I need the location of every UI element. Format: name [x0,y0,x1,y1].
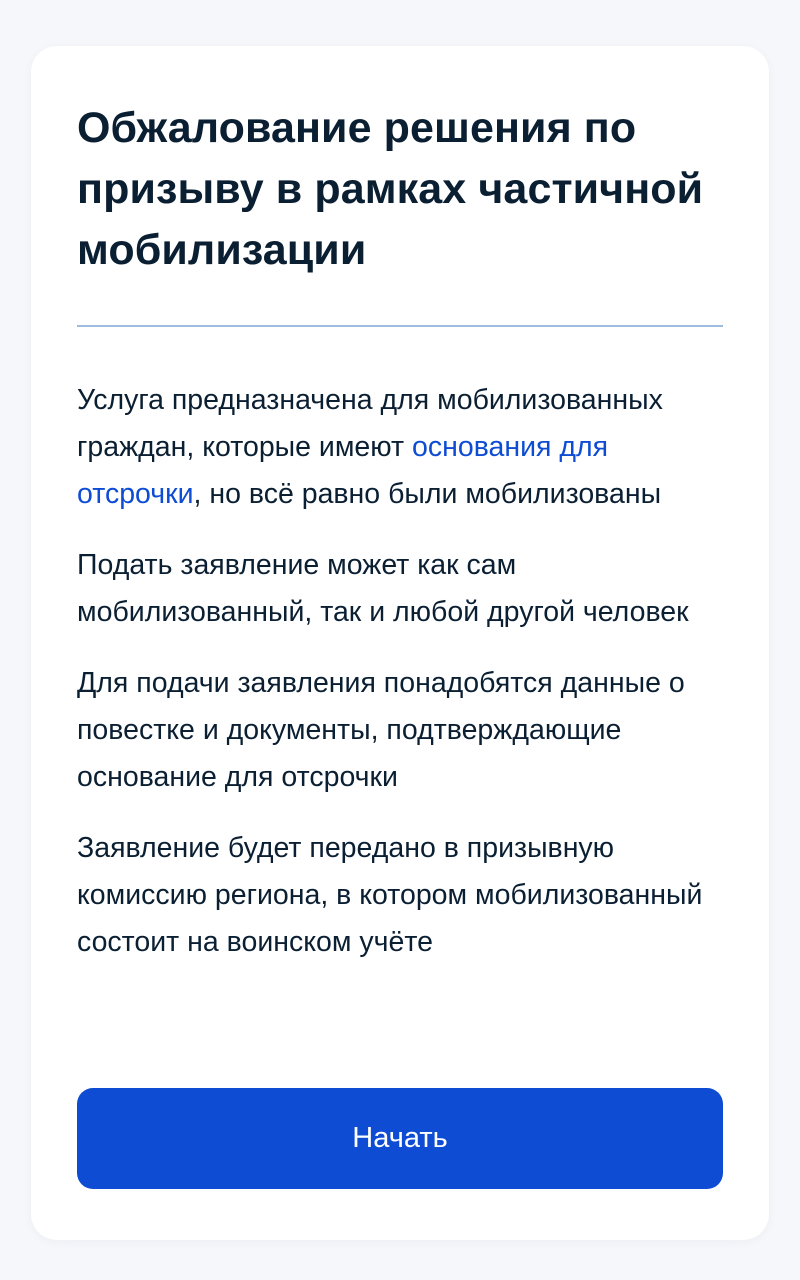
description-paragraph-commission: Заявление будет передано в призывную комиссию региона, в котором мобилизованный состоит на воинском учёте [77,832,703,958]
divider [77,325,723,327]
service-card [31,46,769,1240]
purpose-text-end: , но всё равно были мобилизованы [193,478,662,510]
description-paragraph-applicant: Подать заявление может как сам мобилизованный, так и любой другой человек [77,549,689,628]
purpose-text-start: Услуга предназначена для мобилизованных граждан, которые имеют [77,384,663,463]
description-paragraph-documents: Для подачи заявления понадобятся данные о повестке и документы, подтверждающие основание для отсрочки [77,667,685,793]
start-button[interactable]: Начать [77,1088,723,1189]
page-title: Обжалование решения по призыву в рамках частичной мобилизации [77,104,704,274]
service-description [77,377,723,966]
description-paragraph-purpose [77,377,737,518]
deferment-grounds-link[interactable]: основания для отсрочки [77,431,609,510]
